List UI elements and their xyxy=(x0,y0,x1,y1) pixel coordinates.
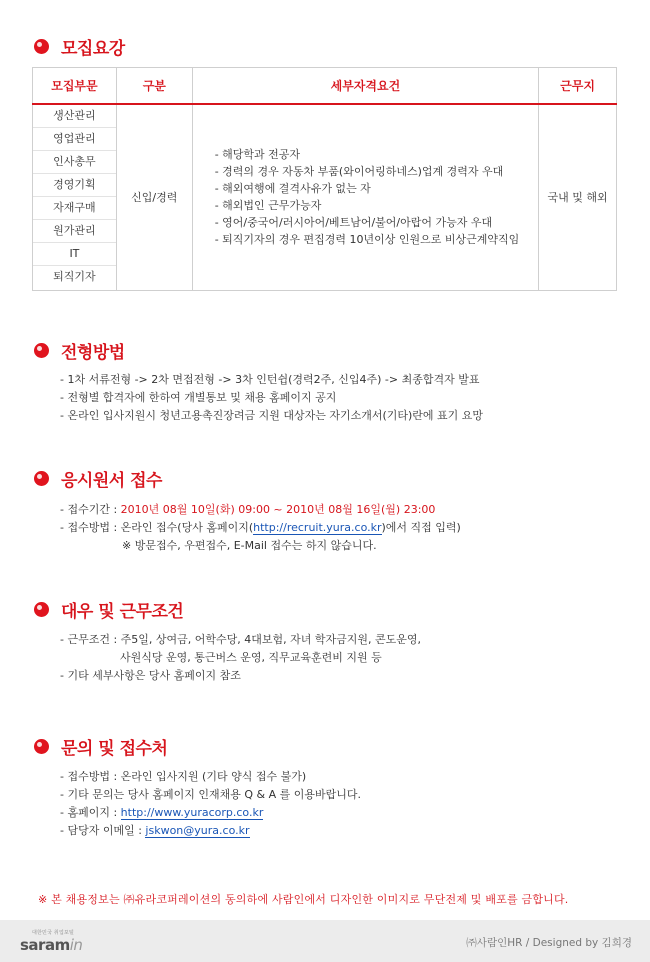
red-bullet-icon xyxy=(34,602,49,617)
qualification-item: - 경력의 경우 자동차 부품(와이어링하네스)업계 경력자 우대 xyxy=(214,165,504,179)
dept-cell xyxy=(33,104,117,291)
dept-item: 영업관리 xyxy=(33,128,116,151)
contact-line: - 기타 문의는 당사 홈페이지 인재채용 Q & A 를 이용바랍니다. xyxy=(60,788,361,801)
benefits-line: - 기타 세부사항은 당사 홈페이지 참조 xyxy=(60,669,241,682)
section-contact-title xyxy=(34,734,167,759)
design-credit: ㈜사람인HR / Designed by 김희경 xyxy=(466,937,632,949)
recruit-site-link[interactable]: http://recruit.yura.co.kr xyxy=(253,521,382,534)
section-process-title xyxy=(34,338,125,363)
dept-item: 인사총무 xyxy=(33,151,116,174)
recruit-table xyxy=(32,67,617,291)
dept-item: 자재구매 xyxy=(33,197,116,220)
section-benefits-title xyxy=(34,597,183,622)
type-cell: 신입/경력 xyxy=(116,104,192,291)
logo-main: saram xyxy=(20,936,70,954)
contact-homepage xyxy=(60,804,361,822)
dept-item: 생산관리 xyxy=(33,105,116,128)
dept-item: 원가관리 xyxy=(33,220,116,243)
copyright-notice: ※ 본 채용정보는 ㈜유라코퍼레이션의 동의하에 사람인에서 디자인한 이미지로 무단전제 및 배포를 금합니다. xyxy=(38,893,569,906)
qualification-item: - 해외여행에 결격사유가 없는 자 xyxy=(214,182,371,196)
dept-item: 퇴직기자 xyxy=(53,270,96,284)
location-cell: 국내 및 해외 xyxy=(547,191,608,205)
dept-item: 경영기획 xyxy=(33,174,116,197)
method-label: - 접수방법 : xyxy=(60,521,121,534)
qualification-item: - 퇴직기자의 경우 편집경력 10년이상 인원으로 비상근계약직임 xyxy=(214,233,520,247)
qualification-item: - 영어/중국어/러시아어/베트남어/불어/아랍어 가능자 우대 xyxy=(214,216,493,230)
red-bullet-icon xyxy=(34,739,49,754)
process-line: - 1차 서류전형 -> 2차 면접전형 -> 3차 인턴쉽(경력2주, 신입4주) -> 최종합격자 발표 xyxy=(60,373,480,386)
header-qualifications: 세부자격요건 xyxy=(192,68,538,104)
contact-block xyxy=(60,768,361,840)
period-label: - 접수기간 : xyxy=(60,503,121,516)
header-type: 구분 xyxy=(116,68,192,104)
apply-method xyxy=(60,519,461,537)
logo-in: in xyxy=(69,936,83,954)
qualification-item: - 해외법인 근무가능자 xyxy=(214,199,322,213)
benefits-line: 사원식당 운영, 통근버스 운영, 직무교육훈련비 지원 등 xyxy=(120,651,382,664)
qualification-item: - 해당학과 전공자 xyxy=(214,148,301,162)
method-suffix: )에서 직접 입력) xyxy=(381,521,461,534)
logo-wordmark xyxy=(20,936,82,954)
method-prefix: 온라인 접수(당사 홈페이지( xyxy=(120,521,254,534)
period-value: 2010년 08월 10일(화) 09:00 ~ 2010년 08월 16일(월) 23:00 xyxy=(120,503,436,516)
contact-line: - 접수방법 : 온라인 입사지원 (기타 양식 접수 불가) xyxy=(60,770,307,783)
red-bullet-icon xyxy=(34,343,49,358)
saramin-logo[interactable] xyxy=(20,929,82,954)
email-link[interactable]: jskwon@yura.co.kr xyxy=(145,824,250,837)
benefits-block xyxy=(60,631,421,685)
logo-tagline: 대한민국 취업포털 xyxy=(32,930,75,936)
contact-email xyxy=(60,822,361,840)
header-location: 근무지 xyxy=(539,68,617,104)
process-block xyxy=(60,371,483,425)
apply-period xyxy=(60,501,461,519)
section-heading: 전형방법 xyxy=(61,343,125,363)
section-heading: 모집요강 xyxy=(61,39,125,59)
dept-item: IT xyxy=(33,243,116,266)
homepage-link[interactable]: http://www.yuracorp.co.kr xyxy=(120,806,264,819)
process-line: - 전형별 합격자에 한하여 개별통보 및 채용 홈페이지 공지 xyxy=(60,391,337,404)
apply-note: ※ 방문접수, 우편접수, E-Mail 접수는 하지 않습니다. xyxy=(122,539,377,552)
section-heading: 대우 및 근무조건 xyxy=(61,602,184,622)
benefits-line: - 근무조건 : 주5일, 상여금, 어학수당, 4대보험, 자녀 학자금지원, 콘도운영, xyxy=(60,633,422,646)
red-bullet-icon xyxy=(34,471,49,486)
homepage-label: - 홈페이지 : xyxy=(60,806,121,819)
red-bullet-icon xyxy=(34,39,49,54)
email-label: - 담당자 이메일 : xyxy=(60,824,146,837)
footer xyxy=(0,920,650,962)
section-recruit-title xyxy=(34,34,125,59)
header-dept: 모집부문 xyxy=(33,68,117,104)
apply-block xyxy=(60,501,461,555)
section-heading: 응시원서 접수 xyxy=(61,471,162,491)
section-heading: 문의 및 접수처 xyxy=(61,739,168,759)
qualifications-cell xyxy=(192,104,538,291)
section-apply-title xyxy=(34,466,162,491)
process-line: - 온라인 입사지원시 청년고용촉진장려금 지원 대상자는 자기소개서(기타)란에 표기 요망 xyxy=(60,409,484,422)
